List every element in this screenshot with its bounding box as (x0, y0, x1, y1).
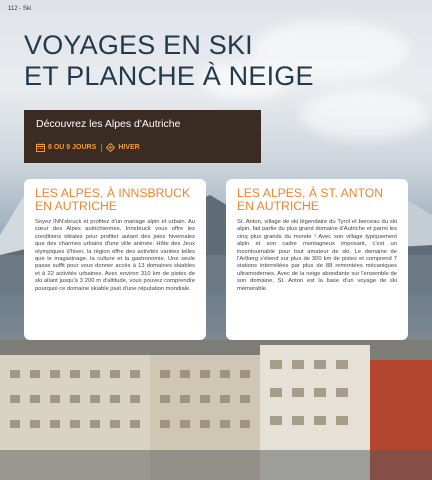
page-label: 112 - Ski (8, 6, 32, 12)
snowflake-icon (106, 143, 115, 152)
trip-tags (36, 143, 140, 152)
duration-label: 8 OU 9 JOURS (48, 144, 97, 151)
duration-tag (36, 143, 96, 152)
page-title (24, 30, 314, 92)
destination-card-st-anton (226, 179, 408, 340)
destination-card-innsbruck (24, 179, 206, 340)
calendar-icon (36, 143, 45, 152)
intro-banner (24, 110, 261, 163)
season-tag (106, 143, 139, 152)
season-label: HIVER (118, 144, 140, 151)
card-body: Soyez INN'sbruck et profitez d'un mariage alpin et urbain. Au cœur des Alpes autrichiennes, Innsbruck vous offre les conditions idéales pour profiter autant des joies hivernales que des charmes urbains d'une ville animée. Hôte des Jeux olympiques d'hiver, la région offre des activités variées telles que le magasinage, la culture et la gastronomie. Une seule passe suffit pour vous donner accès à 13 domaines skiables et à 22 activités urbaines. Avec environ 310 km de pistes de ski allant jusqu'à 3 200 m d'altitude, vous pouvez comprendre pourquoi ce domaine skiable jouit d'une réputation mondiale. (35, 219, 195, 292)
card-body: St. Anton, village de ski légendaire du Tyrol et berceau du ski alpin, fait partie du plus grand domaine d'Autriche et parmi les cinq plus grands du monde ! Avec son village typiquement alpin et son cadre montagneux imposant, c'est un incontournable pour tout amateur de ski. Le domaine de l'Arlberg s'étend sur plus de 300 km de pistes et comprend 7 stations interreliées par plus de 88 remontées mécaniques ultramodernes. Avec de la neige abondante sur l'ensemble de son domaine, St. Anton est la base d'un voyage de ski mémorable. (237, 219, 397, 292)
title-line: VOYAGES EN SKI (24, 30, 253, 60)
card-heading: LES ALPES, À INNSBRUCK EN AUTRICHE (35, 186, 191, 213)
subtitle: Découvrez les Alpes d'Autriche (36, 118, 181, 130)
tag-separator: | (100, 143, 103, 152)
card-heading: LES ALPES, À ST. ANTON EN AUTRICHE (237, 186, 384, 213)
cloud (300, 90, 430, 140)
title-line: ET PLANCHE À NEIGE (24, 61, 314, 91)
